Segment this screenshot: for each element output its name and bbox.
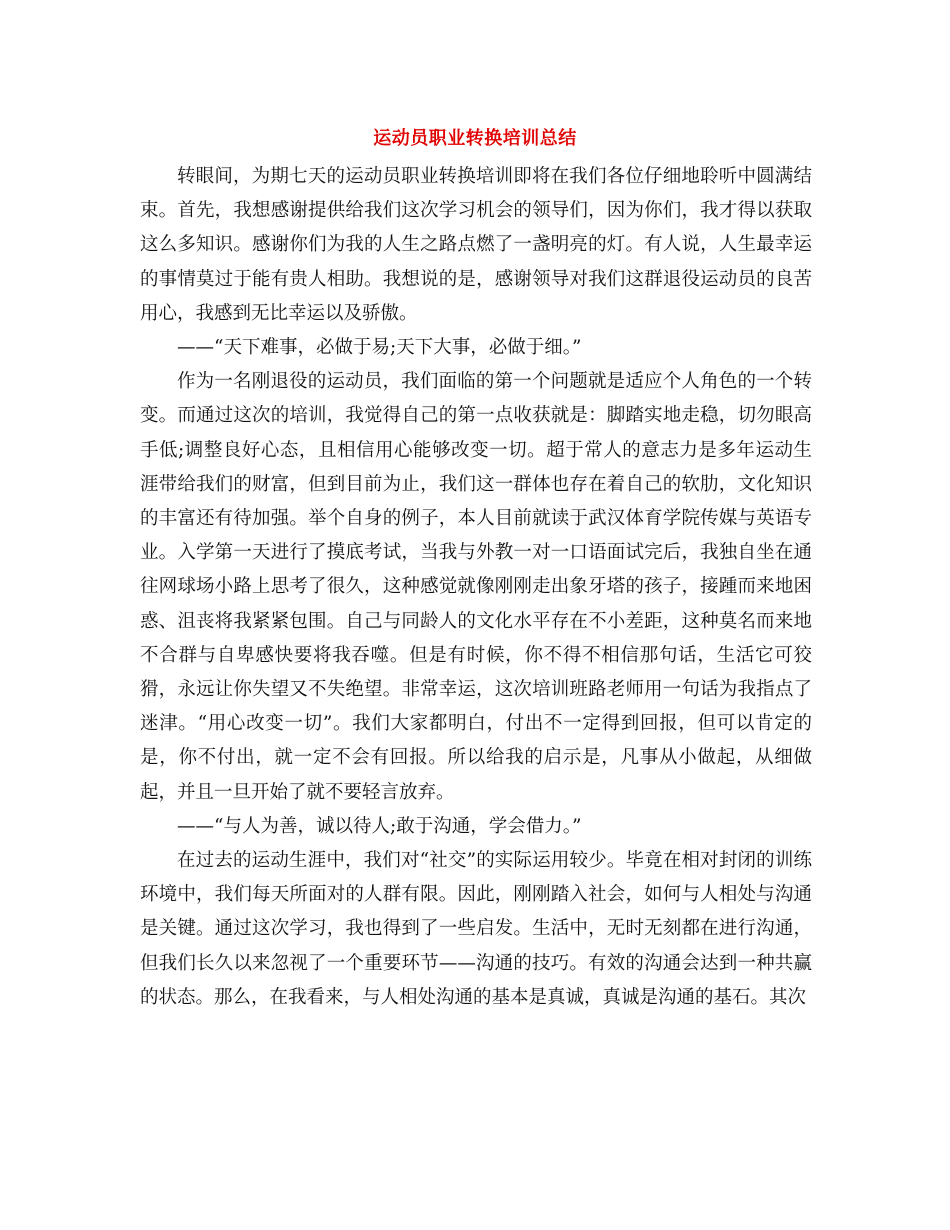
- paragraph-intro: 转眼间，为期七天的运动员职业转换培训即将在我们各位仔细地聆听中圆满结束。首先，我想感谢提供给我们这次学习机会的领导们，因为你们，我才得以获取这么多知识。感谢你们为我的人生之路点燃了一盏明亮的灯。有人说，人生最幸运的事情莫过于能有贵人相助。我想说的是，感谢领导对我们这群退役运动员的良苦用心，我感到无比幸运以及骄傲。: [140, 166, 812, 324]
- quote-heading-2: ——“与人为善，诚以待人;敢于沟通，学会借力。”: [177, 815, 582, 837]
- document-title: 运动员职业转换培训总结: [373, 128, 577, 149]
- quote-heading-1: ——“天下难事，必做于易;天下大事，必做于细。”: [177, 337, 582, 359]
- document-body: [140, 160, 812, 1015]
- paragraph-communication: 在过去的运动生涯中，我们对“社交”的实际运用较少。毕竟在相对封闭的训练环境中，我们每天所面对的人群有限。因此，刚刚踏入社会，如何与人相处与沟通是关键。通过这次学习，我也得到了一些启发。生活中，无时无刻都在进行沟通，但我们长久以来忽视了一个重要环节——沟通的技巧。有效的沟通会达到一种共赢的状态。那么，在我看来，与人相处沟通的基本是真诚，真诚是沟通的基石。其次: [140, 850, 812, 1008]
- paragraph-role-change: 作为一名刚退役的运动员，我们面临的第一个问题就是适应个人角色的一个转变。而通过这次的培训，我觉得自己的第一点收获就是：脚踏实地走稳，切勿眼高手低;调整良好心态，且相信用心能够改变一切。超于常人的意志力是多年运动生涯带给我们的财富，但到目前为止，我们这一群体也存在着自己的软肋，文化知识的丰富还有待加强。举个自身的例子，本人目前就读于武汉体育学院传媒与英语专业。入学第一天进行了摸底考试，当我与外教一对一口语面试完后，我独自坐在通往网球场小路上思考了很久，这种感觉就像刚刚走出象牙塔的孩子，接踵而来地困惑、沮丧将我紧紧包围。自己与同龄人的文化水平存在不小差距，这种莫名而来地不合群与自卑感快要将我吞噬。但是有时候，你不得不相信那句话，生活它可狡猾，永远让你失望又不失绝望。非常幸运，这次培训班路老师用一句话为我指点了迷津。“用心改变一切”。我们大家都明白，付出不一定得到回报，但可以肯定的是，你不付出，就一定不会有回报。所以给我的启示是，凡事从小做起，从细做起，并且一旦开始了就不要轻言放弃。: [140, 371, 812, 803]
